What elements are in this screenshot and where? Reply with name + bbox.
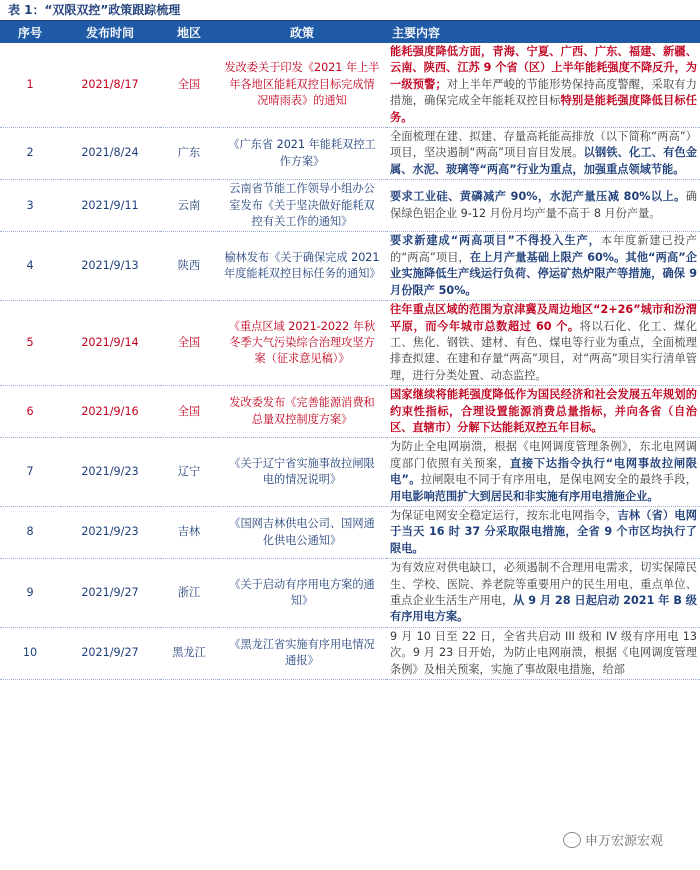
header-region: 地区	[160, 21, 218, 43]
cell-content	[386, 128, 700, 180]
content-segment: 为保证电网安全稳定运行，按东北电网指令，	[390, 508, 618, 522]
cell-num: 4	[0, 232, 60, 301]
cell-region: 广东	[160, 128, 218, 180]
policy-table	[0, 21, 700, 680]
cell-policy: 《国网吉林供电公司、国网通化供电公通知》	[218, 506, 386, 558]
content-segment: 吉林（省）电网于当天 16 时 37 分采取限电措施，全省 9 个市区均执行了限电。	[390, 508, 697, 555]
table-row	[0, 128, 700, 180]
table-row	[0, 43, 700, 128]
cell-content	[386, 386, 700, 438]
cell-region: 全国	[160, 386, 218, 438]
header-content: 主要内容	[386, 21, 700, 43]
cell-content	[386, 232, 700, 301]
cell-content	[386, 559, 700, 628]
cell-content	[386, 43, 700, 128]
cell-policy: 云南省节能工作领导小组办公室发布《关于坚决做好能耗双控有关工作的通知》	[218, 180, 386, 232]
cell-policy: 《黑龙江省实施有序用电情况通报》	[218, 627, 386, 679]
content-segment: 要求新建成“两高项目”不得投入生产，	[390, 234, 601, 248]
cell-num: 9	[0, 559, 60, 628]
cell-region: 陕西	[160, 232, 218, 301]
cell-policy: 《关于辽宁省实施事故拉闸限电的情况说明》	[218, 438, 386, 507]
cell-num: 1	[0, 43, 60, 128]
cell-date: 2021/9/14	[60, 301, 160, 386]
content-segment: 国家继续将能耗强度降低作为国民经济和社会发展五年规划的约束性指标，合理设置能源消费总量指标，并向各省（自治区、直辖市）分解下达能耗双控五年目标。	[390, 388, 697, 434]
table-row	[0, 301, 700, 386]
header-row	[0, 21, 700, 43]
cell-num: 10	[0, 627, 60, 679]
content-segment: 拉闸限电不同于有序用电，是保电网安全的最终手段，	[420, 473, 697, 487]
cell-date: 2021/8/24	[60, 128, 160, 180]
table-row	[0, 438, 700, 507]
table-caption: 表 1：“双限双控”政策跟踪梳理	[0, 0, 700, 21]
header-num: 序号	[0, 21, 60, 43]
cell-date: 2021/9/16	[60, 386, 160, 438]
table-row	[0, 386, 700, 438]
watermark	[560, 830, 666, 849]
cell-region: 云南	[160, 180, 218, 232]
content-segment: 要求工业硅、黄磷减产 90%，水泥产量压减 80%以上。	[390, 190, 686, 204]
cell-num: 3	[0, 180, 60, 232]
content-segment: 从 9 月 28 日起启动 2021 年 B 级有序用电方案。	[390, 594, 697, 624]
header-policy: 政策	[218, 21, 386, 43]
content-segment: 为有效应对供电缺口，必须遏制不合理用电需求，切实保障民生、学校、医院、养老院等重要用户的民生用电、重点单位、重点企业生活生产用电，	[390, 561, 697, 607]
cell-policy: 榆林发布《关于确保完成 2021 年度能耗双控目标任务的通知》	[218, 232, 386, 301]
cell-num: 5	[0, 301, 60, 386]
table-row	[0, 506, 700, 558]
cell-date: 2021/9/13	[60, 232, 160, 301]
table-row	[0, 627, 700, 679]
cell-num: 2	[0, 128, 60, 180]
cell-date: 2021/8/17	[60, 43, 160, 128]
cell-region: 辽宁	[160, 438, 218, 507]
content-segment: 确保绿色铝企业 9-12 月份月均产量不高于 8 月份产量。	[390, 190, 697, 220]
cell-date: 2021/9/23	[60, 506, 160, 558]
content-segment: 本年度新建已投产的“两高”项目，	[390, 234, 697, 264]
cell-content	[386, 627, 700, 679]
cell-date: 2021/9/27	[60, 559, 160, 628]
content-segment: 对上半年严峻的节能形势保持高度警醒，采取有力措施，确保完成全年能耗双控目标	[390, 77, 697, 108]
cell-content	[386, 180, 700, 232]
cell-policy: 《关于启动有序用电方案的通知》	[218, 559, 386, 628]
cell-region: 浙江	[160, 559, 218, 628]
cell-num: 7	[0, 438, 60, 507]
content-segment: 全面梳理在建、拟建、存量高耗能高排放（以下简称“两高”）项目，坚决遏制“两高”项目盲目发展。	[390, 130, 697, 160]
cell-num: 6	[0, 386, 60, 438]
cell-policy: 《重点区域 2021-2022 年秋冬季大气污染综合治理攻坚方案（征求意见稿）》	[218, 301, 386, 386]
cell-region: 全国	[160, 301, 218, 386]
cell-policy: 《广东省 2021 年能耗双控工作方案》	[218, 128, 386, 180]
content-segment: 特别是能耗强度降低目标任务。	[390, 94, 697, 124]
header-date: 发布时间	[60, 21, 160, 43]
cell-content	[386, 438, 700, 507]
cell-policy: 发改委发布《完善能源消费和总量双控制度方案》	[218, 386, 386, 438]
cell-date: 2021/9/11	[60, 180, 160, 232]
cell-region: 黑龙江	[160, 627, 218, 679]
content-segment: 能耗强度降低方面，青海、宁夏、广西、广东、福建、新疆、云南、陕西、江苏 9 个省（区）上半年能耗强度不降反升，为一级预警；	[390, 45, 697, 91]
cell-num: 8	[0, 506, 60, 558]
cell-region: 吉林	[160, 506, 218, 558]
cell-date: 2021/9/23	[60, 438, 160, 507]
content-segment: 往年重点区域的范围为京津冀及周边地区“2+26”城市和汾渭平原，而今年城市总数超过 60 个。	[390, 303, 697, 333]
content-segment: 用电影响范围扩大到居民和非实施有序用电措施企业。	[390, 489, 659, 503]
table-row	[0, 180, 700, 232]
wechat-icon	[563, 832, 581, 848]
content-segment: 直接下达指令执行“电网事故拉闸限电”。	[390, 456, 697, 487]
content-segment: 以钢铁、化工、有色金属、水泥、玻璃等“两高”行业为重点，加强重点领域节能。	[390, 146, 697, 176]
table-row	[0, 232, 700, 301]
cell-date: 2021/9/27	[60, 627, 160, 679]
table-row	[0, 559, 700, 628]
content-segment: 为防止全电网崩溃，根据《电网调度管理条例》，东北电网调度部门依照有关预案，	[390, 440, 697, 470]
content-segment: 9 月 10 日至 22 日，全省共启动 III 级和 IV 级有序用电 13 次。9 月 23 日开始，为防止电网崩溃，根据《电网调度管理条例》及相关预案，实施了事故限电措施，给部	[390, 629, 697, 676]
cell-policy: 发改委关于印发《2021 年上半年各地区能耗双控目标完成情况晴雨表》的通知	[218, 43, 386, 128]
cell-content	[386, 301, 700, 386]
content-segment: 在上月产量基础上限产 60%。其他“两高”企业实施降低生产线运行负荷、停运矿热炉限产等措施，确保 9 月份限产 50%。	[390, 250, 697, 297]
watermark-text: 申万宏源宏观	[585, 834, 664, 849]
cell-content	[386, 506, 700, 558]
content-segment: 将以石化、化工、煤化工、焦化、钢铁、建材、有色、煤电等行业为重点，全面梳理排查拟建、在建和存量“两高”项目，对“两高”项目实行清单管理，进行分类处置、动态监控。	[390, 319, 697, 382]
cell-region: 全国	[160, 43, 218, 128]
